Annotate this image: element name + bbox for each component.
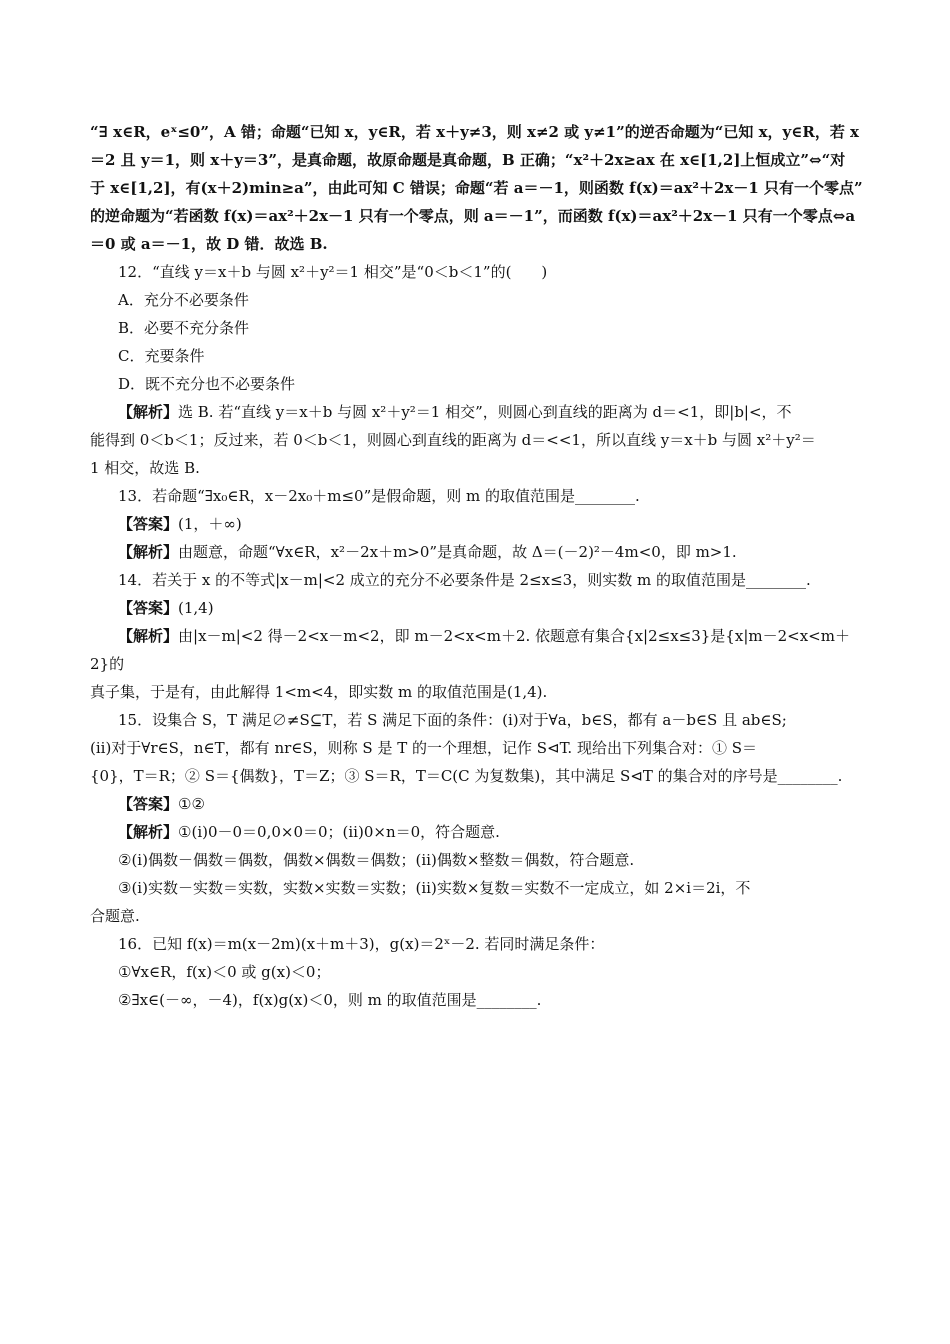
q15-analysis-line-2: ②(ⅰ)偶数－偶数＝偶数，偶数×偶数＝偶数；(ⅱ)偶数×整数＝偶数，符合题意. [118, 851, 635, 869]
q13-analysis-tag: 【解析】 [118, 543, 179, 561]
q16-condition-2: ②∃x∈(－∞，－4)，f(x)g(x)＜0，则 m 的取值范围是________. [118, 991, 542, 1009]
q13-stem: 13．若命题“∃x₀∈R，x－2x₀＋m≤0”是假命题，则 m 的取值范围是________. [118, 487, 640, 505]
q13-analysis-text: 由题意，命题“∀x∈R，x²－2x＋m>0”是真命题，故 Δ＝(－2)²－4m<0，即 m>1. [178, 543, 737, 561]
q15-answer-value: ①② [178, 795, 205, 813]
q15-stem-line-2: (ii)对于∀r∈S，n∈T，都有 nr∈S，则称 S 是 T 的一个理想，记作 S⊲T. 现给出下列集合对：① S＝ [90, 739, 757, 757]
q15-answer [90, 790, 865, 818]
q13-answer-tag: 【答案】 [118, 515, 179, 533]
q13-answer-value: (1，＋∞) [178, 515, 242, 533]
q12-analysis-line-3: 1 相交，故选 B. [90, 459, 200, 477]
q12-analysis-line-1 [90, 398, 865, 426]
q16-stem: 16．已知 f(x)＝m(x－2m)(x＋m＋3)，g(x)＝2ˣ－2. 若同时满足条件： [118, 935, 605, 953]
q16-condition-1: ①∀x∈R，f(x)＜0 或 g(x)＜0； [118, 963, 331, 981]
q14-answer-tag: 【答案】 [118, 599, 179, 617]
q15-analysis-tag: 【解析】 [118, 823, 179, 841]
q15-analysis-line-1 [90, 818, 865, 846]
q14-answer [90, 594, 865, 622]
q11-analysis-line-4: 的逆命题为“若函数 f(x)＝ax²＋2x－1 只有一个零点，则 a＝－1”，而函数 f(x)＝ax²＋2x－1 只有一个零点⇔a [90, 207, 856, 225]
q15-analysis-line-3: ③(ⅰ)实数－实数＝实数，实数×实数＝实数；(ⅱ)实数×复数＝实数不一定成立，如 2×i＝2i，不 [118, 879, 751, 897]
q11-analysis-line-3: 于 x∈[1,2]，有(x＋2)min≥a”，由此可知 C 错误；命题“若 a＝－1，则函数 f(x)＝ax²＋2x－1 只有一个零点” [90, 179, 863, 197]
q15-analysis-line-4: 合题意. [90, 907, 140, 925]
q11-analysis-line-1: “∃ x∈R，eˣ≤0”，A 错；命题“已知 x，y∈R，若 x＋y≠3，则 x≠2 或 y≠1”的逆否命题为“已知 x，y∈R，若 x [90, 123, 859, 141]
q12-option-c: C．充要条件 [118, 347, 205, 365]
document-page [90, 118, 865, 1014]
q14-analysis-line-1 [90, 622, 865, 678]
q12-option-b: B．必要不充分条件 [118, 319, 250, 337]
q12-analysis-text-1: 选 B. 若“直线 y＝x＋b 与圆 x²＋y²＝1 相交”，则圆心到直线的距离为 d＝<1，即|b|<，不 [178, 403, 792, 421]
q15-analysis-text-1: ①(ⅰ)0－0＝0,0×0＝0；(ⅱ)0×n＝0，符合题意. [178, 823, 500, 841]
q12-stem: 12．“直线 y＝x＋b 与圆 x²＋y²＝1 相交”是“0＜b＜1”的( ) [118, 263, 548, 281]
q11-analysis-line-2: ＝2 且 y＝1，则 x＋y＝3”，是真命题，故原命题是真命题，B 正确；“x²＋2x≥ax 在 x∈[1,2]上恒成立”⇔“对 [90, 151, 846, 169]
q12-analysis-line-2: 能得到 0＜b＜1；反过来，若 0＜b＜1，则圆心到直线的距离为 d＝<<1，所以直线 y＝x＋b 与圆 x²＋y²＝ [90, 431, 816, 449]
q11-analysis-line-5: ＝0 或 a＝－1，故 D 错．故选 B. [90, 235, 328, 253]
q14-answer-value: (1,4) [178, 599, 214, 617]
q14-analysis-tag: 【解析】 [118, 627, 179, 645]
q13-analysis [90, 538, 865, 566]
q12-analysis-tag: 【解析】 [118, 403, 179, 421]
q15-stem-line-3: {0}，T＝R；② S＝{偶数}，T＝Z；③ S＝R，T＝C(C 为复数集)，其中满足 S⊲T 的集合对的序号是________. [90, 767, 843, 785]
q14-analysis-line-2: 真子集，于是有，由此解得 1<m<4，即实数 m 的取值范围是(1,4). [90, 683, 548, 701]
q12-option-d: D．既不充分也不必要条件 [118, 375, 296, 393]
q15-stem-line-1: 15．设集合 S，T 满足∅≠S⊆T，若 S 满足下面的条件：(i)对于∀a，b∈S，都有 a－b∈S 且 ab∈S; [118, 711, 787, 729]
q14-analysis-text-1: 由|x－m|<2 得－2<x－m<2，即 m－2<x<m＋2. 依题意有集合{x|2≤x≤3}是{x|m－2<x<m＋2}的 [90, 627, 850, 673]
q15-answer-tag: 【答案】 [118, 795, 179, 813]
q13-answer [90, 510, 865, 538]
q12-option-a: A．充分不必要条件 [118, 291, 249, 309]
q14-stem: 14．若关于 x 的不等式|x－m|<2 成立的充分不必要条件是 2≤x≤3，则实数 m 的取值范围是________. [118, 571, 811, 589]
